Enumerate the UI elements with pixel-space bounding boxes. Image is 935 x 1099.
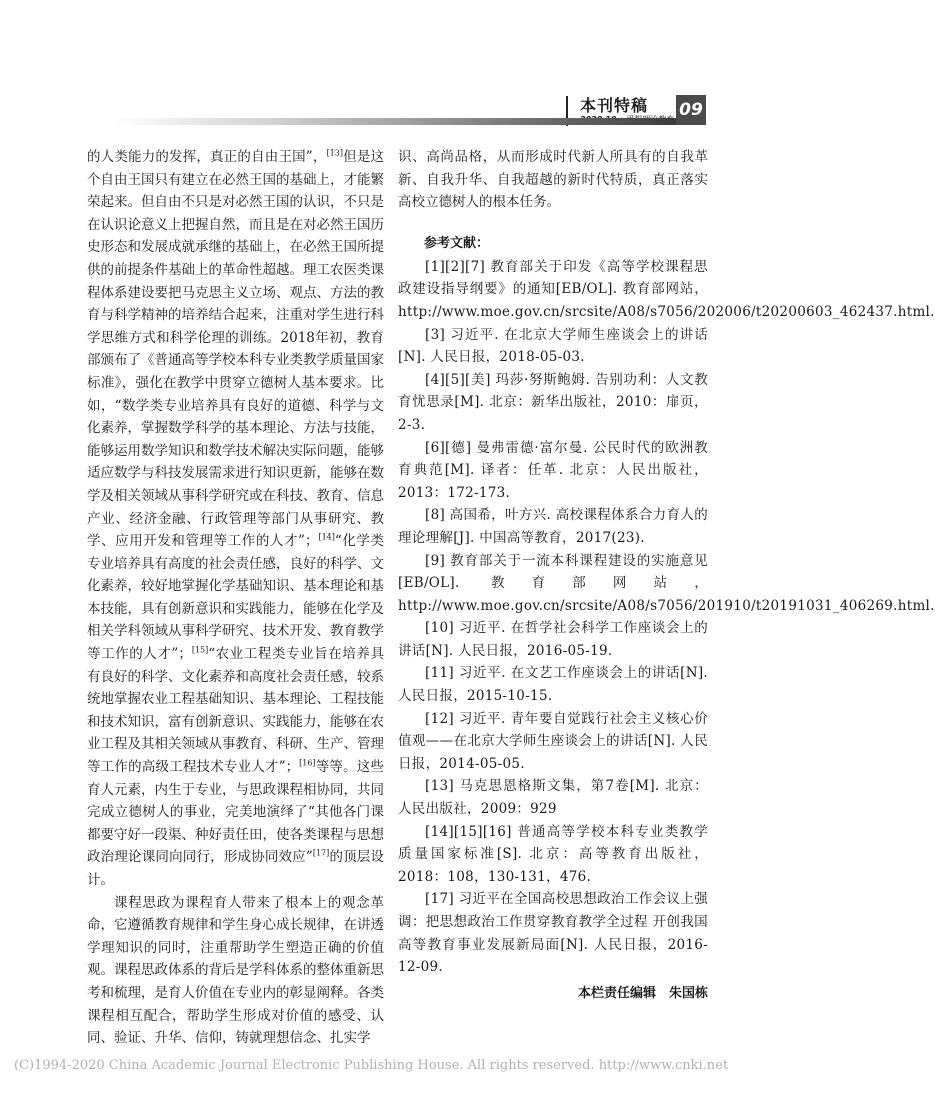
reference-item: [17] 习近平在全国高校思想政治工作会议上强调：把思想政治工作贯穿教育教学全过程 开创我国高等教育事业发展新局面[N]. 人民日报，2016-12-09. — [398, 891, 708, 976]
page-number: 09 — [676, 95, 706, 125]
right-column — [398, 146, 935, 1005]
body-paragraph-continued: 识、高尚品格，从而形成时代新人所具有的自我革新、自我升华、自我超越的新时代特质，真正落实高校立德树人的根本任务。 — [398, 149, 708, 211]
reference-item: [14][15][16] 普通高等学校本科专业类教学质量国家标准[S]. 北京：高等教育出版社，2018：108，130-131，476. — [398, 823, 708, 885]
reference-item: [8] 高国希，叶方兴. 高校课程体系合力育人的理论理解[J]. 中国高等教育，2017(23). — [398, 507, 708, 546]
citation-15: [15] — [191, 645, 209, 655]
body-paragraph-2: 课程思政为课程育人带来了根本上的观念革命，它遵循教育规律和学生身心成长规律，在讲透学理知识的同时，注重帮助学生塑造正确的价值观。课程思政体系的背后是学科体系的整体重新思考和梳理，是育人价值在专业内的彰显阐释。各类课程相互配合，帮助学生形成对价值的感受、认同、验证、升华、信仰，铸就理想信念、扎实学 — [87, 894, 384, 1047]
text-segment: 的顶层设计。 — [87, 849, 384, 888]
reference-list — [398, 256, 935, 979]
text-segment: 但是这个自由王国只有建立在必然王国的基础上，才能繁荣起来。但自由不只是对必然王国的认识，不只是在认识论意义上把握自然，而且是在对必然王国历史形态和发展成就承继的基础上，在必然王国所提供的前提条件基础上的革命性超越。理工农医类课程体系建设要把马克思主义立场、观点、方法的教育与科学精神的培养结合起来，注重对学生进行科学思维方式和科学伦理的训练。2018年初，教育部颁布了《普通高等学校本科专业类教学质量国家标准》，强化在教学中贯穿立德树人基本要求。比如，“数学类专业培养具有良好的道德、科学与文化素养，掌握数学科学的基本理论、方法与技能，能够运用数学知识和数学技术解决实际问题，能够适应数学与科技发展需求进行知识更新，能够在数学及相关领域从事科学研究或在科技、教育、信息产业、经济金融、行政管理等部门从事研究、教学、应用开发和管理等工作的人才”； — [87, 149, 385, 550]
reference-item: [1][2][7] 教育部关于印发《高等学校课程思政建设指导纲要》的通知[EB/OL]. 教育部网站，http://www.moe.gov.cn/srcsite/A08/s7056/202006/t20200603_462437.html. — [398, 258, 935, 320]
citation-16: [16] — [299, 758, 316, 768]
reference-item: [10] 习近平. 在哲学社会科学工作座谈会上的讲话[N]. 人民日报，2016-05-19. — [398, 620, 708, 659]
citation-13: [13] — [326, 148, 343, 158]
section-title: 本刊特稿 — [580, 96, 649, 115]
text-segment: “农业工程类专业旨在培养具有良好的科学、文化素养和高度社会责任感，较系统地掌握农业工程基础知识、基本理论、工程技能和技术知识，富有创新意识、实践能力，能够在农业工程及其相关领域从事教育、科研、生产、管理等工作的高级工程技术专业人才”； — [87, 646, 384, 776]
column-editor: 本栏责任编辑 朱国栋 — [577, 985, 708, 1001]
left-column — [87, 146, 384, 1050]
citation-14: [14] — [318, 532, 335, 542]
reference-item: [6][德] 曼弗雷德·富尔曼. 公民时代的欧洲教育典范[M]. 译者：任革. 北京：人民出版社，2013：172-173. — [398, 439, 708, 501]
reference-item: [9] 教育部关于一流本科课程建设的实施意见[EB/OL]. 教育部网站，http://www.moe.gov.cn/srcsite/A08/s7056/201910/t20191031_406269.html. — [398, 552, 935, 614]
reference-item: [13] 马克思恩格斯文集，第7卷[M]. 北京：人民出版社，2009：929 — [398, 778, 708, 818]
copyright-footer: (C)1994-2020 China Academic Journal Electronic Publishing House. All rights reserved. http://www.cnki.net — [14, 1058, 729, 1073]
text-segment: 等等。这些育人元素，内生于专业，与思政课程相协同，共同完成立德树人的事业，完美地演绎了“其他各门课都要守好一段渠、种好责任田，使各类课程与思想政治理论课同向同行，形成协同效应” — [87, 759, 384, 866]
reference-item: [12] 习近平. 青年要自觉践行社会主义核心价值观——在北京大学师生座谈会上的讲话[N]. 人民日报，2014-05-05. — [398, 710, 708, 772]
text-segment: 的人类能力的发挥，真正的自由王国”， — [87, 149, 327, 165]
reference-item: [3] 习近平. 在北京大学师生座谈会上的讲话[N]. 人民日报，2018-05-03. — [398, 326, 708, 366]
references-heading: 参考文献： — [424, 235, 490, 251]
text-segment: “化学类专业培养具有高度的社会责任感，良好的科学、文化素养，较好地掌握化学基础知识、基本理论和基本技能，具有创新意识和实践能力，能够在化学及相关学科领域从事科学研究、技术开发、教育教学等工作的人才”； — [87, 533, 385, 663]
citation-17: [17] — [312, 848, 330, 858]
header-gradient-bar — [112, 118, 676, 125]
reference-item: [4][5][美] 玛莎·努斯鲍姆. 告别功利：人文教育忧思录[M]. 北京：新华出版社，2010：扉页，2-3. — [398, 371, 708, 433]
reference-item: [11] 习近平. 在文艺工作座谈会上的讲话[N]. 人民日报，2015-10-15. — [398, 665, 708, 705]
body-paragraph-1 — [87, 146, 384, 892]
